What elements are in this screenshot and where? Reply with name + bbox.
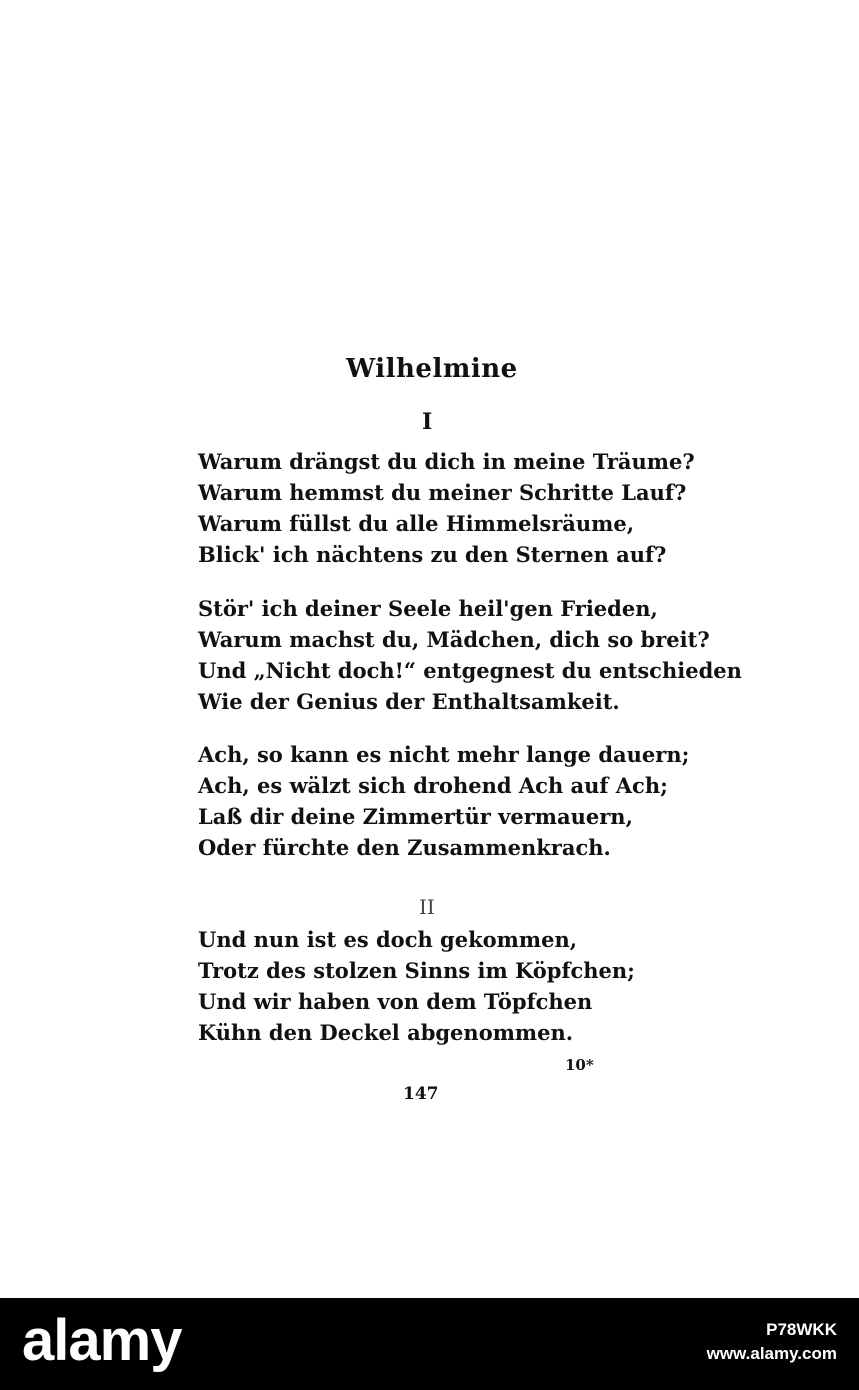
verse-line: Und nun ist es doch gekommen,: [198, 927, 578, 952]
verse-line: Kühn den Deckel abgenommen.: [198, 1020, 574, 1045]
poem-title: Wilhelmine: [346, 354, 518, 384]
watermark-info: [707, 1318, 837, 1366]
watermark-logo: alamy: [22, 1308, 182, 1373]
stanza-2: [198, 593, 742, 717]
verse-line: Trotz des stolzen Sinns im Köpfchen;: [198, 958, 635, 983]
stanza-1: [198, 446, 695, 570]
signature-mark: 10*: [565, 1056, 594, 1074]
page-number: 147: [403, 1084, 439, 1104]
watermark-image-id: P78WKK: [766, 1320, 837, 1339]
verse-line: Und „Nicht doch!“ entgegnest du entschieden: [198, 658, 742, 683]
verse-line: Wie der Genius der Enthaltsamkeit.: [198, 689, 620, 714]
verse-line: Oder fürchte den Zusammenkrach.: [198, 835, 611, 860]
verse-line: Stör' ich deiner Seele heil'gen Frieden,: [198, 596, 658, 621]
verse-line: Warum drängst du dich in meine Träume?: [198, 449, 695, 474]
stanza-4: [198, 924, 635, 1048]
section-numeral-2: II: [419, 895, 435, 919]
verse-line: Laß dir deine Zimmertür vermauern,: [198, 804, 633, 829]
verse-line: Ach, so kann es nicht mehr lange dauern;: [198, 742, 690, 767]
watermark-url: www.alamy.com: [706, 1344, 837, 1363]
stanza-3: [198, 739, 689, 863]
verse-line: Und wir haben von dem Töpfchen: [198, 989, 593, 1014]
verse-line: Warum machst du, Mädchen, dich so breit?: [198, 627, 710, 652]
verse-line: Warum hemmst du meiner Schritte Lauf?: [198, 480, 687, 505]
section-numeral-1: I: [422, 409, 433, 435]
verse-line: Warum füllst du alle Himmelsräume,: [198, 511, 635, 536]
verse-line: Blick' ich nächtens zu den Sternen auf?: [198, 542, 667, 567]
verse-line: Ach, es wälzt sich drohend Ach auf Ach;: [198, 773, 668, 798]
